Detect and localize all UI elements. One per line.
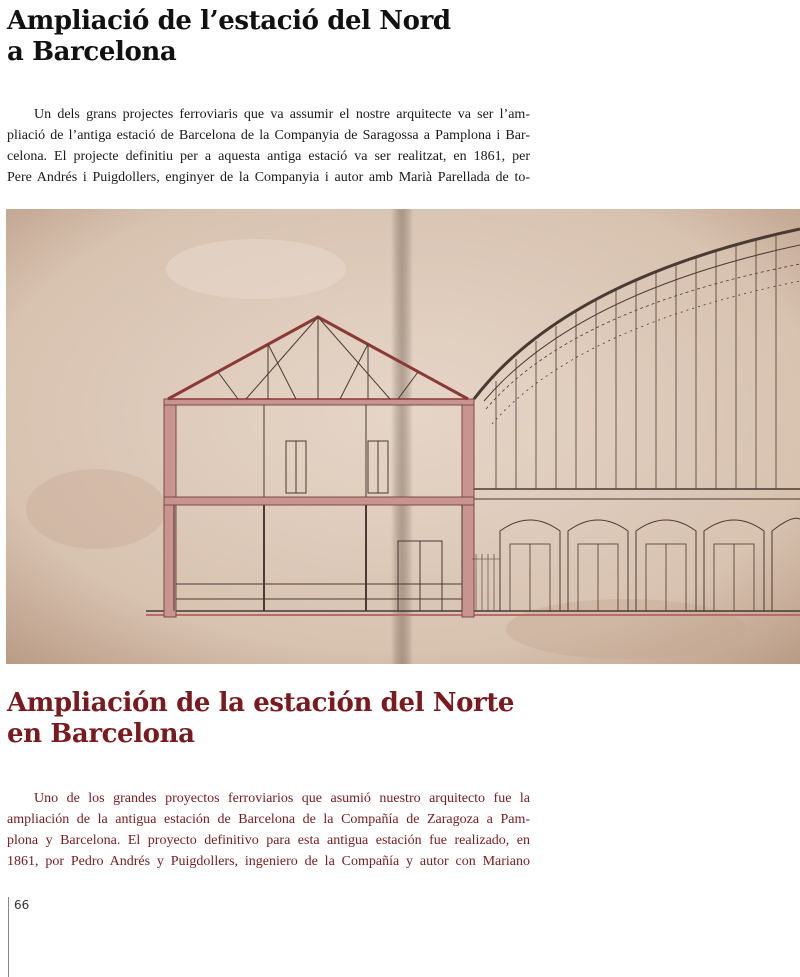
spanish-title-line: Ampliación de la estación del Norte [7, 688, 515, 718]
catalan-body-line: Un dels grans projectes ferroviaris que va assumir el nostre arquitecte va ser l’am- [34, 107, 530, 122]
catalan-paragraph [7, 104, 530, 188]
station-section-drawing [6, 209, 800, 664]
spanish-body-line: 1861, por Pedro Andrés y Puigdollers, ingeniero de la Compañía y autor con Mariano [7, 854, 530, 869]
page-number-rule [8, 897, 9, 977]
spanish-body-line: ampliación de la antigua estación de Barcelona de la Compañía de Zaragoza a Pam- [7, 812, 530, 827]
spanish-body-line: plona y Barcelona. El proyecto definitivo para esta antigua estación fue realizado, en [7, 833, 530, 848]
catalan-body-line: Pere Andrés i Puigdollers, enginyer de la Companyia i autor amb Marià Parellada de to- [7, 170, 530, 185]
spanish-title-line: en Barcelona [7, 719, 195, 749]
spanish-body-line: Uno de los grandes proyectos ferroviarios que asumió nuestro arquitecto fue la [34, 791, 530, 806]
catalan-title-line: a Barcelona [7, 37, 177, 67]
catalan-title [7, 6, 451, 68]
catalan-body-line: celona. El projecte definitiu per a aquesta antiga estació va ser realitzat, en 1861, per [7, 149, 530, 164]
spanish-paragraph [7, 788, 530, 872]
page-number: 66 [14, 898, 30, 912]
spanish-title [7, 688, 514, 750]
catalan-body-line: pliació de l’antiga estació de Barcelona de la Companyia de Saragossa a Pamplona i Bar- [7, 128, 530, 143]
catalan-title-line: Ampliació de l’estació del Nord [7, 6, 451, 36]
